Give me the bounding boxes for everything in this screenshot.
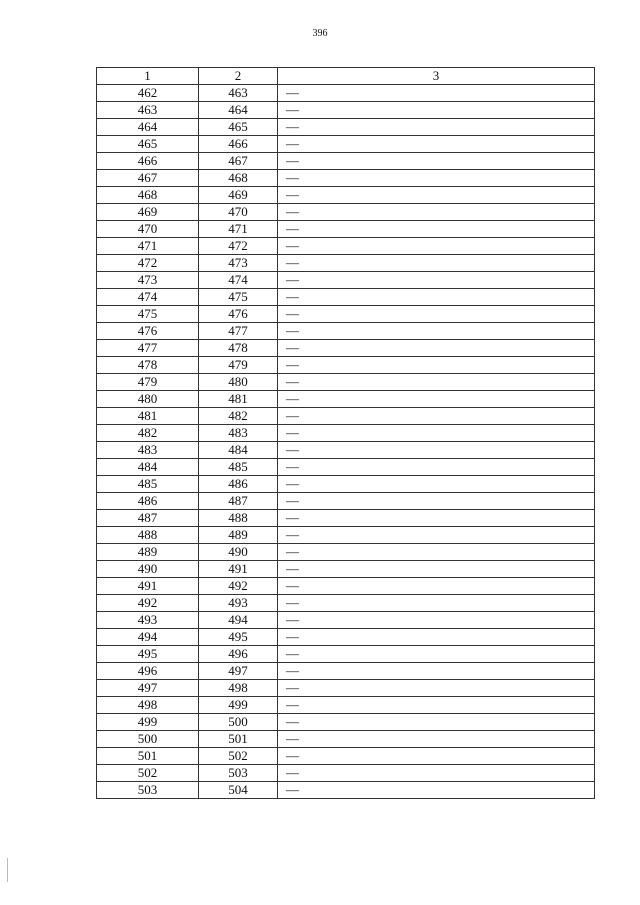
table-cell-col-1: 503	[97, 782, 199, 799]
table-row	[97, 323, 595, 340]
table-row	[97, 646, 595, 663]
table-cell-col-1: 500	[97, 731, 199, 748]
table-cell-col-3: —	[278, 102, 595, 119]
table-row	[97, 731, 595, 748]
table-cell-col-1: 499	[97, 714, 199, 731]
table-cell-col-1: 496	[97, 663, 199, 680]
table-cell-col-2: 499	[199, 697, 278, 714]
table-row	[97, 544, 595, 561]
table-row	[97, 663, 595, 680]
table-cell-col-2: 504	[199, 782, 278, 799]
table-cell-col-2: 479	[199, 357, 278, 374]
table-cell-col-2: 489	[199, 527, 278, 544]
table-cell-col-2: 469	[199, 187, 278, 204]
table-row	[97, 221, 595, 238]
table-cell-col-3: —	[278, 527, 595, 544]
table-row	[97, 714, 595, 731]
table-cell-col-3: —	[278, 170, 595, 187]
table-row	[97, 765, 595, 782]
table-cell-col-1: 467	[97, 170, 199, 187]
table-cell-col-1: 501	[97, 748, 199, 765]
table-cell-col-3: —	[278, 289, 595, 306]
table-cell-col-3: —	[278, 221, 595, 238]
table-cell-col-3: —	[278, 85, 595, 102]
table-cell-col-2: 466	[199, 136, 278, 153]
page-number: 396	[312, 28, 328, 39]
table-row	[97, 204, 595, 221]
table-row	[97, 459, 595, 476]
table-cell-col-2: 474	[199, 272, 278, 289]
table-cell-col-2: 502	[199, 748, 278, 765]
table-cell-col-3: —	[278, 714, 595, 731]
table-row	[97, 306, 595, 323]
table-cell-col-1: 480	[97, 391, 199, 408]
column-header-3: 3	[278, 68, 595, 85]
table-cell-col-1: 473	[97, 272, 199, 289]
table-cell-col-3: —	[278, 442, 595, 459]
table-cell-col-1: 489	[97, 544, 199, 561]
table-row	[97, 136, 595, 153]
table-cell-col-2: 491	[199, 561, 278, 578]
table-cell-col-2: 465	[199, 119, 278, 136]
table-row	[97, 170, 595, 187]
table-cell-col-1: 485	[97, 476, 199, 493]
table-cell-col-3: —	[278, 493, 595, 510]
table-cell-col-1: 479	[97, 374, 199, 391]
table-row	[97, 748, 595, 765]
table-cell-col-3: —	[278, 748, 595, 765]
table-row	[97, 374, 595, 391]
table-cell-col-1: 495	[97, 646, 199, 663]
table-cell-col-1: 481	[97, 408, 199, 425]
table-cell-col-2: 472	[199, 238, 278, 255]
table-cell-col-1: 462	[97, 85, 199, 102]
table-cell-col-3: —	[278, 680, 595, 697]
table-cell-col-2: 482	[199, 408, 278, 425]
table-row	[97, 272, 595, 289]
table-row	[97, 595, 595, 612]
table-cell-col-1: 493	[97, 612, 199, 629]
table-cell-col-2: 485	[199, 459, 278, 476]
table-cell-col-1: 482	[97, 425, 199, 442]
table-cell-col-3: —	[278, 391, 595, 408]
table-row	[97, 510, 595, 527]
table-cell-col-1: 498	[97, 697, 199, 714]
table-cell-col-2: 492	[199, 578, 278, 595]
table-cell-col-1: 487	[97, 510, 199, 527]
table-cell-col-2: 463	[199, 85, 278, 102]
table-header	[97, 68, 595, 85]
table-row	[97, 578, 595, 595]
table-cell-col-2: 471	[199, 221, 278, 238]
table-row	[97, 629, 595, 646]
table-row	[97, 153, 595, 170]
table-cell-col-3: —	[278, 476, 595, 493]
table-cell-col-3: —	[278, 646, 595, 663]
table-cell-col-2: 483	[199, 425, 278, 442]
table-cell-col-2: 464	[199, 102, 278, 119]
table-cell-col-1: 491	[97, 578, 199, 595]
table-cell-col-2: 503	[199, 765, 278, 782]
table-cell-col-3: —	[278, 663, 595, 680]
table-row	[97, 425, 595, 442]
column-header-1: 1	[97, 68, 199, 85]
table-cell-col-2: 477	[199, 323, 278, 340]
table-cell-col-1: 466	[97, 153, 199, 170]
table-body	[97, 85, 595, 799]
table-cell-col-3: —	[278, 255, 595, 272]
table-cell-col-1: 492	[97, 595, 199, 612]
table-row	[97, 255, 595, 272]
table-cell-col-3: —	[278, 357, 595, 374]
table-cell-col-3: —	[278, 595, 595, 612]
table-cell-col-3: —	[278, 204, 595, 221]
table-cell-col-2: 501	[199, 731, 278, 748]
table-cell-col-3: —	[278, 510, 595, 527]
table-row	[97, 408, 595, 425]
table-cell-col-2: 496	[199, 646, 278, 663]
data-table-container	[96, 67, 594, 799]
table-cell-col-3: —	[278, 136, 595, 153]
table-cell-col-3: —	[278, 697, 595, 714]
table-row	[97, 680, 595, 697]
table-cell-col-3: —	[278, 323, 595, 340]
table-row	[97, 238, 595, 255]
table-cell-col-1: 497	[97, 680, 199, 697]
table-row	[97, 85, 595, 102]
table-cell-col-1: 474	[97, 289, 199, 306]
table-cell-col-1: 502	[97, 765, 199, 782]
table-cell-col-2: 481	[199, 391, 278, 408]
table-cell-col-3: —	[278, 782, 595, 799]
table-cell-col-3: —	[278, 612, 595, 629]
table-cell-col-3: —	[278, 238, 595, 255]
table-cell-col-2: 498	[199, 680, 278, 697]
table-cell-col-3: —	[278, 272, 595, 289]
table-cell-col-2: 467	[199, 153, 278, 170]
table-row	[97, 612, 595, 629]
table-cell-col-1: 468	[97, 187, 199, 204]
table-cell-col-1: 471	[97, 238, 199, 255]
table-row	[97, 442, 595, 459]
table-cell-col-3: —	[278, 153, 595, 170]
table-row	[97, 102, 595, 119]
table-row	[97, 782, 595, 799]
table-cell-col-1: 472	[97, 255, 199, 272]
table-row	[97, 391, 595, 408]
table-cell-col-3: —	[278, 187, 595, 204]
table-cell-col-1: 483	[97, 442, 199, 459]
table-row	[97, 697, 595, 714]
column-header-2: 2	[199, 68, 278, 85]
table-row	[97, 187, 595, 204]
table-cell-col-1: 488	[97, 527, 199, 544]
table-cell-col-1: 464	[97, 119, 199, 136]
table-cell-col-3: —	[278, 119, 595, 136]
table-cell-col-3: —	[278, 544, 595, 561]
table-cell-col-1: 494	[97, 629, 199, 646]
table-cell-col-3: —	[278, 374, 595, 391]
table-cell-col-2: 495	[199, 629, 278, 646]
table-cell-col-1: 484	[97, 459, 199, 476]
table-cell-col-2: 478	[199, 340, 278, 357]
table-cell-col-1: 470	[97, 221, 199, 238]
table-cell-col-3: —	[278, 459, 595, 476]
table-row	[97, 476, 595, 493]
table-cell-col-1: 477	[97, 340, 199, 357]
table-cell-col-3: —	[278, 578, 595, 595]
table-cell-col-2: 475	[199, 289, 278, 306]
table-cell-col-3: —	[278, 765, 595, 782]
header-row	[97, 68, 595, 85]
table-cell-col-1: 469	[97, 204, 199, 221]
table-cell-col-2: 470	[199, 204, 278, 221]
table-row	[97, 493, 595, 510]
table-cell-col-1: 475	[97, 306, 199, 323]
table-cell-col-1: 490	[97, 561, 199, 578]
table-cell-col-2: 487	[199, 493, 278, 510]
table-cell-col-3: —	[278, 629, 595, 646]
table-row	[97, 119, 595, 136]
table-cell-col-3: —	[278, 425, 595, 442]
table-cell-col-2: 468	[199, 170, 278, 187]
table-cell-col-1: 463	[97, 102, 199, 119]
table-cell-col-3: —	[278, 408, 595, 425]
table-cell-col-2: 486	[199, 476, 278, 493]
table-cell-col-1: 486	[97, 493, 199, 510]
data-table	[96, 67, 595, 799]
table-row	[97, 561, 595, 578]
table-cell-col-2: 480	[199, 374, 278, 391]
table-cell-col-3: —	[278, 340, 595, 357]
table-cell-col-2: 493	[199, 595, 278, 612]
table-row	[97, 357, 595, 374]
table-cell-col-1: 478	[97, 357, 199, 374]
table-cell-col-1: 465	[97, 136, 199, 153]
table-cell-col-2: 488	[199, 510, 278, 527]
table-row	[97, 340, 595, 357]
table-cell-col-3: —	[278, 731, 595, 748]
table-row	[97, 527, 595, 544]
table-cell-col-2: 490	[199, 544, 278, 561]
table-row	[97, 289, 595, 306]
margin-mark	[7, 858, 8, 882]
table-cell-col-1: 476	[97, 323, 199, 340]
table-cell-col-3: —	[278, 306, 595, 323]
table-cell-col-3: —	[278, 561, 595, 578]
table-cell-col-2: 500	[199, 714, 278, 731]
table-cell-col-2: 494	[199, 612, 278, 629]
table-cell-col-2: 476	[199, 306, 278, 323]
table-cell-col-2: 497	[199, 663, 278, 680]
table-cell-col-2: 484	[199, 442, 278, 459]
table-cell-col-2: 473	[199, 255, 278, 272]
